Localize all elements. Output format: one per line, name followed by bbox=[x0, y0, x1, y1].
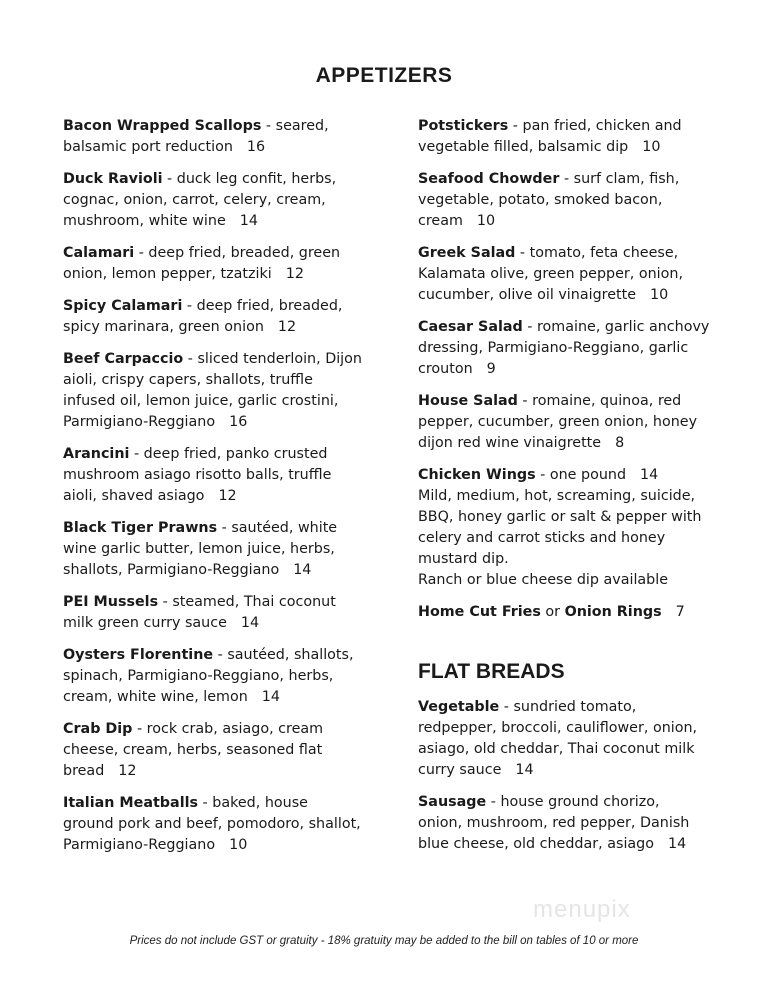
flat-breads-heading: FLAT BREADS bbox=[418, 660, 565, 683]
footer-note: Prices do not include GST or gratuity - 18% gratuity may be added to the bill on tables of 10 or more bbox=[129, 935, 639, 947]
list-item bbox=[418, 697, 708, 781]
list-item bbox=[418, 116, 718, 158]
item-price: 14 bbox=[515, 762, 534, 778]
item-description: - romaine, garlic anchovy dressing, Parmigiano-Reggiano, garlic crouton bbox=[418, 319, 710, 377]
fries-item bbox=[418, 602, 718, 623]
item-price: 10 bbox=[650, 287, 669, 303]
item-description: - tomato, feta cheese, Kalamata olive, green pepper, onion, cucumber, olive oil vinaigrette bbox=[418, 245, 684, 303]
item-name: Seafood Chowder bbox=[418, 171, 560, 187]
item-name: Oysters Florentine bbox=[63, 647, 214, 663]
item-name: Black Tiger Prawns bbox=[63, 520, 218, 536]
item-price: 14 bbox=[261, 689, 280, 705]
item-name: Calamari bbox=[63, 245, 135, 261]
item-name: Onion Rings bbox=[564, 604, 662, 620]
item-description: - one pound bbox=[535, 467, 627, 483]
list-item bbox=[418, 317, 718, 380]
item-description: - rock crab, asiago, cream cheese, cream, herbs, seasoned flat bread bbox=[63, 721, 324, 779]
item-description: - deep fried, breaded, green onion, lemon pepper, tzatziki bbox=[63, 245, 341, 282]
item-description: - seared, balsamic port reduction bbox=[63, 118, 329, 155]
watermark: menupix bbox=[533, 896, 631, 923]
item-price: 10 bbox=[229, 837, 248, 853]
item-name: House Salad bbox=[418, 393, 518, 409]
item-price: 12 bbox=[277, 319, 297, 335]
list-item bbox=[418, 169, 718, 232]
item-name: Sausage bbox=[418, 794, 487, 810]
item-connector: or bbox=[540, 604, 565, 620]
item-name: Potstickers bbox=[418, 118, 509, 134]
item-price: 12 bbox=[118, 763, 137, 779]
item-name: Spicy Calamari bbox=[63, 298, 183, 314]
item-name: Vegetable bbox=[418, 699, 500, 715]
item-name: Home Cut Fries bbox=[418, 604, 541, 620]
item-description: - deep fried, panko crusted mushroom asiago risotto balls, truffle aioli, shaved asiago bbox=[63, 446, 332, 504]
list-item bbox=[63, 349, 363, 433]
item-price: 16 bbox=[229, 414, 248, 430]
wings-flavors: Mild, medium, hot, screaming, suicide, BBQ, honey garlic or salt & pepper with celery and carrot sticks and honey mustard dip. bbox=[418, 488, 702, 567]
chicken-wings-item bbox=[418, 465, 718, 591]
item-description: - sundried tomato, redpepper, broccoli, cauliflower, onion, asiago, old cheddar, Thai coconut milk curry sauce bbox=[418, 699, 698, 778]
item-description: - sautéed, shallots, spinach, Parmigiano-Reggiano, herbs, cream, white wine, lemon bbox=[63, 647, 354, 705]
list-item bbox=[418, 391, 718, 454]
item-description: - steamed, Thai coconut milk green curry sauce bbox=[63, 594, 336, 631]
item-name: Greek Salad bbox=[418, 245, 516, 261]
list-item bbox=[63, 793, 363, 856]
item-description: - pan fried, chicken and vegetable filled, balsamic dip bbox=[418, 118, 682, 155]
item-description: - sautéed, white wine garlic butter, lemon juice, herbs, shallots, Parmigiano-Reggiano bbox=[63, 520, 338, 578]
item-name: Italian Meatballs bbox=[63, 795, 199, 811]
item-name: Chicken Wings bbox=[418, 467, 536, 483]
item-price: 8 bbox=[615, 435, 625, 451]
list-item bbox=[63, 243, 363, 285]
item-description: - sliced tenderloin, Dijon aioli, crispy capers, shallots, truffle infused oil, lemon juice, garlic crostini, Parmigiano-Reggiano bbox=[63, 351, 362, 430]
list-item bbox=[63, 169, 363, 232]
item-name: Bacon Wrapped Scallops bbox=[63, 118, 262, 134]
list-item bbox=[63, 645, 363, 708]
list-item bbox=[63, 719, 363, 782]
item-name: Crab Dip bbox=[63, 721, 133, 737]
item-price: 14 bbox=[293, 562, 312, 578]
item-price: 14 bbox=[239, 213, 258, 229]
item-price: 14 bbox=[668, 836, 687, 852]
item-price: 16 bbox=[246, 139, 266, 155]
item-name: Arancini bbox=[63, 446, 130, 462]
item-price: 10 bbox=[642, 139, 661, 155]
item-price: 7 bbox=[675, 604, 685, 620]
item-price: 12 bbox=[218, 488, 237, 504]
item-price: 14 bbox=[240, 615, 260, 631]
item-description: - surf clam, fish, vegetable, potato, smoked bacon, cream bbox=[418, 171, 680, 229]
list-item bbox=[418, 243, 718, 306]
item-description: - deep fried, breaded, spicy marinara, green onion bbox=[63, 298, 343, 335]
list-item bbox=[418, 792, 708, 855]
list-item bbox=[63, 518, 363, 581]
appetizers-right-column bbox=[418, 116, 718, 866]
item-description: - house ground chorizo, onion, mushroom, red pepper, Danish blue cheese, old cheddar, asiago bbox=[418, 794, 690, 852]
appetizers-left-column bbox=[63, 116, 363, 867]
wings-dip-note: Ranch or blue cheese dip available bbox=[418, 572, 669, 588]
item-name: Beef Carpaccio bbox=[63, 351, 184, 367]
item-name: Duck Ravioli bbox=[63, 171, 163, 187]
item-description: - romaine, quinoa, red pepper, cucumber, green onion, honey dijon red wine vinaigrette bbox=[418, 393, 698, 451]
item-price: 10 bbox=[476, 213, 496, 229]
item-name: PEI Mussels bbox=[63, 594, 159, 610]
list-item bbox=[63, 444, 363, 507]
list-item bbox=[63, 296, 363, 338]
item-price: 12 bbox=[285, 266, 304, 282]
item-price: 9 bbox=[486, 361, 496, 377]
item-description: - duck leg confit, herbs, cognac, onion, carrot, celery, cream, mushroom, white wine bbox=[63, 171, 337, 229]
item-description: - baked, house ground pork and beef, pomodoro, shallot, Parmigiano-Reggiano bbox=[63, 795, 361, 853]
list-item bbox=[63, 592, 363, 634]
item-price: 14 bbox=[640, 467, 659, 483]
item-name: Caesar Salad bbox=[418, 319, 523, 335]
list-item bbox=[63, 116, 363, 158]
page-title: APPETIZERS bbox=[315, 64, 453, 87]
